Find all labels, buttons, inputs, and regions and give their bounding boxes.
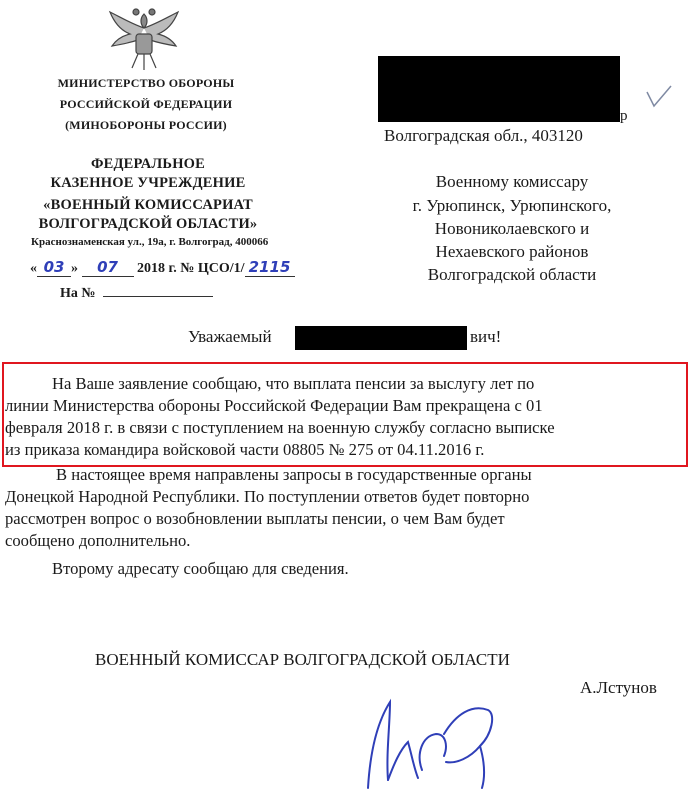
recipient-tail: р xyxy=(620,108,628,124)
commissar-line-5: Волгоградской области xyxy=(427,265,597,284)
commissar-line-2: г. Урюпинск, Урюпинского, xyxy=(412,196,612,215)
handwritten-number: 2115 xyxy=(245,258,295,277)
redacted-name xyxy=(295,326,467,350)
institution-line-2: КАЗЕННОЕ УЧРЕЖДЕНИЕ xyxy=(50,175,246,191)
institution-line-3: «ВОЕННЫЙ КОМИССАРИАТ xyxy=(43,197,253,213)
ministry-line-3: (МИНОБОРОНЫ РОССИИ) xyxy=(65,118,227,132)
recipient-region: Волгоградская обл., 403120 xyxy=(384,126,583,145)
salutation: Уважаемый xyxy=(188,327,272,346)
outgoing-date-number: « 03 » 07 2018 г. № ЦСО/1/ 2115 xyxy=(30,258,295,277)
paragraph2-line-3: рассмотрен вопрос о возобновлении выплаты пенсии, о чем Вам будет xyxy=(5,509,505,528)
handwritten-signature xyxy=(360,684,500,792)
paragraph2-line-4: сообщено дополнительно. xyxy=(5,531,191,550)
sender-address: Краснознаменская ул., 19а, г. Волгоград, 400066 xyxy=(31,236,269,248)
handwritten-day: 03 xyxy=(37,258,71,277)
paragraph3: Второму адресату сообщаю для сведения. xyxy=(52,559,349,578)
emblem-icon xyxy=(96,4,192,76)
commissar-line-4: Нехаевского районов xyxy=(435,242,589,261)
institution-line-1: ФЕДЕРАЛЬНОЕ xyxy=(90,156,206,172)
handwritten-month: 07 xyxy=(82,258,134,277)
paragraph1-line-2: линии Министерства обороны Российской Федерации Вам прекращена с 01 xyxy=(5,396,543,415)
paragraph1-line-4: из приказа командира войсковой части 08805 № 275 от 04.11.2016 г. xyxy=(5,440,485,459)
institution-line-4: ВОЛГОГРАДСКОЙ ОБЛАСТИ» xyxy=(38,216,258,232)
paragraph1-line-1: На Ваше заявление сообщаю, что выплата пенсии за выслугу лет по xyxy=(52,374,535,393)
salutation-end: вич! xyxy=(470,327,502,346)
signatory-title: ВОЕННЫЙ КОМИССАР ВОЛГОГРАДСКОЙ ОБЛАСТИ xyxy=(95,650,510,669)
signatory-name: А.Лстунов xyxy=(580,678,657,697)
checkmark-icon xyxy=(644,84,674,110)
ministry-line-2: РОССИЙСКОЙ ФЕДЕРАЦИИ xyxy=(59,97,233,111)
commissar-line-1: Военному комиссару xyxy=(435,172,589,191)
paragraph2-line-2: Донецкой Народной Республики. По поступлении ответов будет повторно xyxy=(5,487,530,506)
commissar-line-3: Новониколаевского и xyxy=(434,219,590,238)
redacted-recipient xyxy=(378,56,620,122)
reference-line: На № xyxy=(60,286,213,302)
ministry-line-1: МИНИСТЕРСТВО ОБОРОНЫ xyxy=(57,76,235,90)
paragraph2-line-1: В настоящее время направлены запросы в государственные органы xyxy=(56,465,532,484)
paragraph1-line-3: февраля 2018 г. в связи с поступлением на военную службу согласно выписке xyxy=(5,418,555,437)
